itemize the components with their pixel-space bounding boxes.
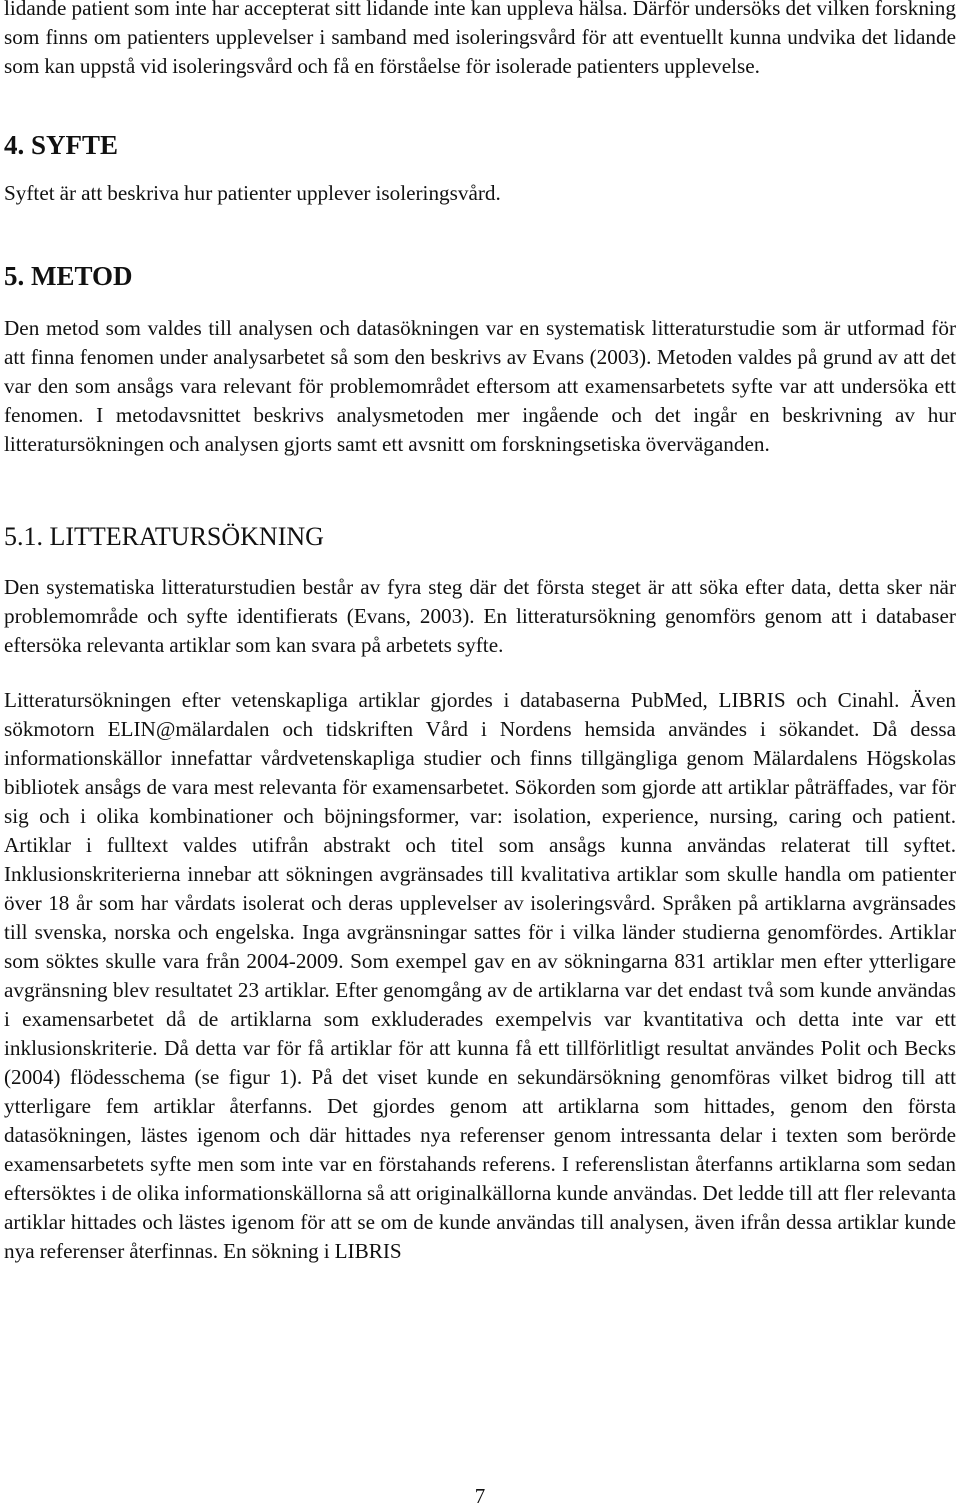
- section-heading-litteratursokning: 5.1. LITTERATURSÖKNING: [4, 522, 324, 551]
- metod-paragraph: Den metod som valdes till analysen och datasökningen var en systematisk litteraturstudie som är utformad för att finna fenomen under analysarbetet så som den beskrivs av Evans (2003). Metoden valdes på grund av att det var den som ansågs vara relevant för problemområdet eftersom att examensarbetets syfte var att undersöka ett fenomen. I metodavsnittet beskrivs analysmetoden mer ingående och det ingår en beskrivning av hur litteratursökningen och analysen gjorts samt ett avsnitt om forskningsetiska överväganden.: [4, 316, 956, 456]
- litteratursokning-paragraph-1: Den systematiska litteraturstudien består av fyra steg där det första steget är att söka efter data, detta sker när problemområde och syfte identifierats (Evans, 2003). En litteratursökning genomförs genom att i databaser eftersöka relevanta artiklar som kan svara på arbetets syfte.: [4, 575, 956, 657]
- page-number: 7: [474, 1484, 486, 1508]
- syfte-paragraph: Syftet är att beskriva hur patienter upplever isoleringsvård.: [4, 181, 501, 205]
- section-heading-syfte: 4. SYFTE: [4, 130, 119, 160]
- document-page: [4, 0, 956, 1266]
- intro-paragraph: lidande patient som inte har accepterat sitt lidande inte kan uppleva hälsa. Därför undersöks det vilken forskning som finns om patienters upplevelser i samband med isoleringsvård för att eventuellt kunna undvika det lidande som kan uppstå vid isoleringsvård och få en förståelse för isolerade patienters upplevelse.: [4, 0, 956, 78]
- section-heading-metod: 5. METOD: [4, 261, 133, 291]
- litteratursokning-paragraph-2: Litteratursökningen efter vetenskapliga artiklar gjordes i databaserna PubMed, LIBRIS och Cinahl. Även sökmotorn ELIN@mälardalen och tidskriften Vård i Nordens hemsida användes i sökandet. Då dessa informationskällor innefattar vårdvetenskapliga studier och finns tillgängliga genom Mälardalens Högskolas bibliotek ansågs de vara mest relevanta för examensarbetet. Sökorden som gjorde att artiklar påträffades, var för sig och i olika kombinationer och böjningsformer, var: isolation, experience, nursing, caring och patient. Artiklar i fulltext valdes utifrån abstrakt och titel som ansågs kunna användas relaterat till syftet. Inklusionskriterierna innebar att sökningen avgränsades till kvalitativa artiklar som skulle handla om patienter över 18 år som har vårdats isolerat och deras upplevelser av isoleringsvård. Språken på artiklarna avgränsades till svenska, norska och engelska. Inga avgränsningar sattes för i vilka länder studierna genomfördes. Artiklar som söktes skulle vara från 2004-2009. Som exempel gav en av sökningarna 831 artiklar men efter ytterligare avgränsning blev resultatet 23 artiklar. Efter genomgång av de artiklarna var det endast två som kunde användas i examensarbetet då de artiklarna som exkluderades exempelvis var kvantitativa och detta inte var ett inklusionskriterie. Då detta var för få artiklar för att kunna få ett tillförlitligt resultat användes Polit och Becks (2004) flödesschema (se figur 1). På det viset kunde en sekundärsökning genomföras vilket bidrog till att ytterligare fem artiklar återfanns. Det gjordes genom att artiklarna som hittades, genom den första datasökningen, lästes igenom och där hittades nya referenser genom intressanta delar i texten som berörde examensarbetets syfte men som inte var en förstahands referens. I referenslistan återfanns artiklarna som sedan eftersöktes i de olika informationskällorna så att originalkällorna kunde användas. Det ledde till att fler relevanta artiklar hittades och lästes igenom för att se om de kunde användas till analysen, även ifrån dessa artiklar kunde nya referenser återfinnas. En sökning i LIBRIS: [4, 688, 956, 1263]
